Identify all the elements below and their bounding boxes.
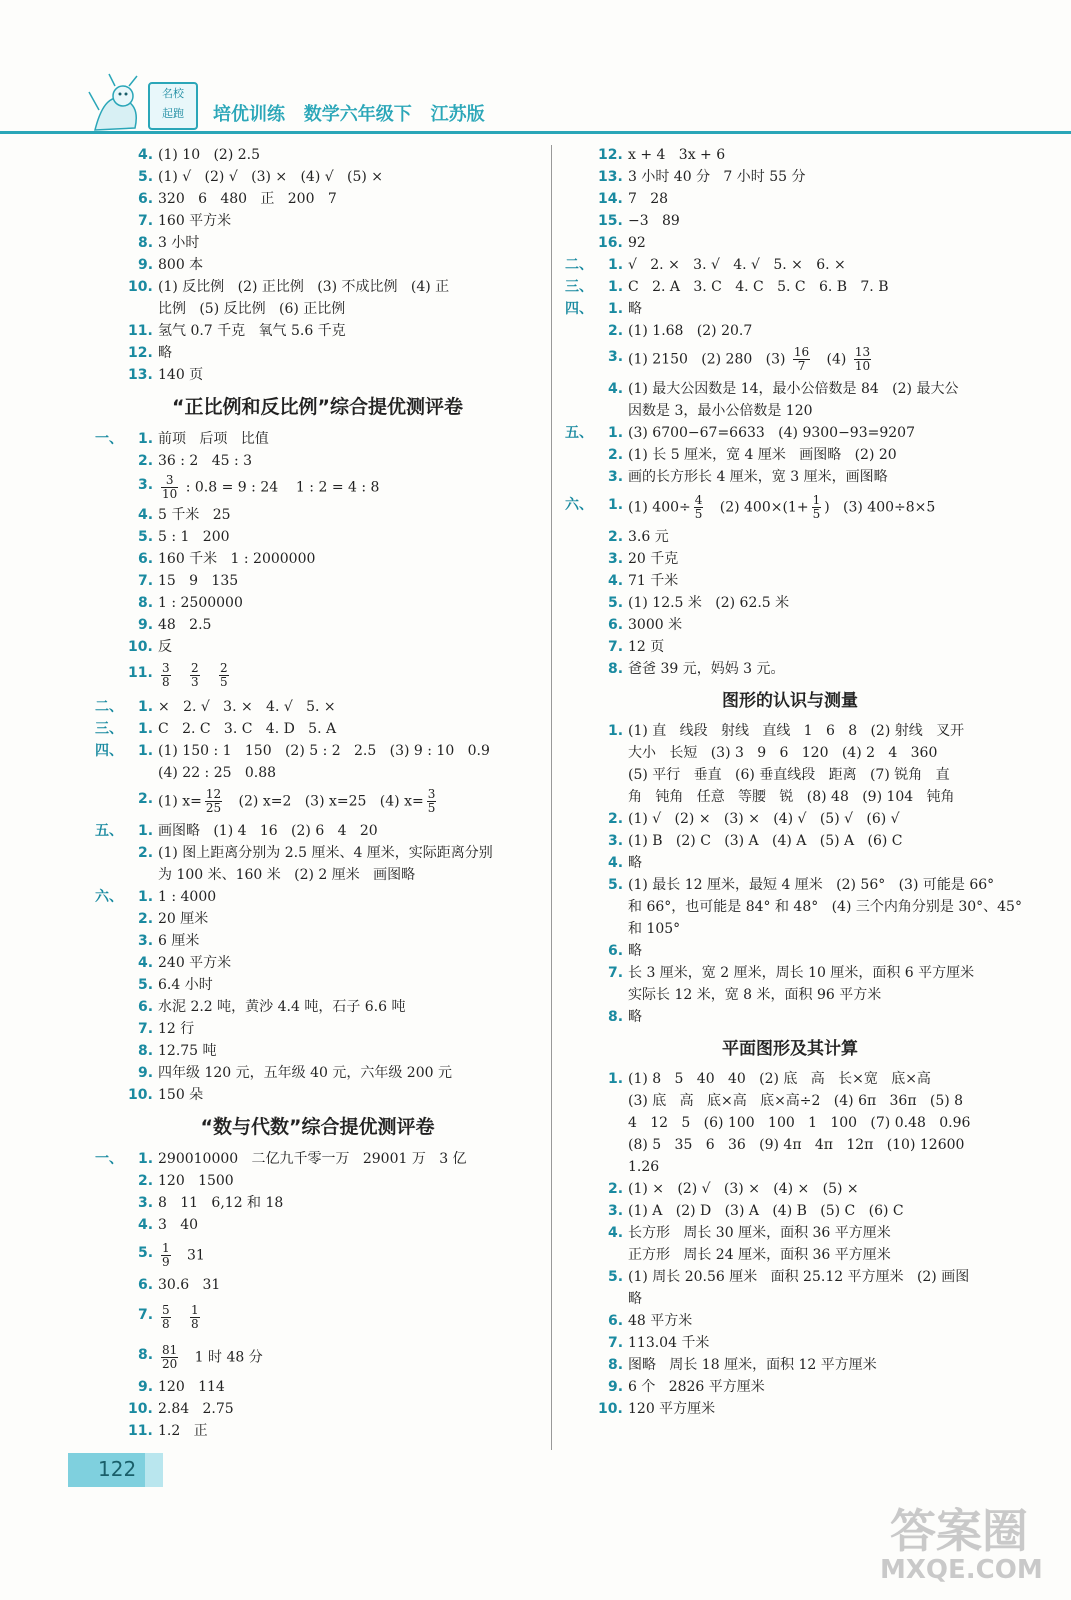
item-number: 1. (608, 723, 624, 739)
answer-text: (1) 2150 (2) 280 (3) $\frac{16}{7}$ (4) $\frac{13}{10}$ (628, 345, 871, 373)
answer-text: (3) 底 高 底×高 底×高÷2 (4) 6π 36π (5) 8 (628, 1093, 964, 1109)
answer-text: (3) 6700−67=6633 (4) 9300−93=9207 (628, 425, 915, 441)
fraction-numerator: 3 (427, 787, 436, 801)
answer-text: 15 9 135 (158, 573, 239, 589)
section-label: 一、 (95, 431, 123, 447)
item-number: 7. (138, 573, 154, 589)
section-label: 三、 (565, 279, 593, 295)
answer-text: 20 千克 (628, 551, 679, 567)
answer-text: 1 : 4000 (158, 889, 217, 905)
answer-text: 3.6 元 (628, 529, 669, 545)
fraction (219, 662, 229, 689)
answer-text: 略 (628, 1009, 642, 1025)
answer-text: (1) √ (2) × (3) × (4) √ (5) √ (6) √ (628, 811, 900, 827)
answer-text: (1) 周长 20.56 厘米 面积 25.12 平方厘米 (2) 画图 (628, 1269, 970, 1285)
item-number: 8. (138, 1347, 154, 1363)
item-number: 6. (138, 1277, 154, 1293)
answer-text: 20 厘米 (158, 911, 209, 927)
answer-text: (1) 8 5 40 40 (2) 底 高 长×宽 底×高 (628, 1071, 931, 1087)
answer-text: 2.84 2.75 (158, 1401, 234, 1417)
answer-text: 140 页 (158, 367, 204, 383)
answer-text: 略 (628, 301, 642, 317)
item-number: 6. (608, 1313, 624, 1329)
fraction-numerator: 4 (694, 493, 703, 507)
answer-text: $\frac{1}{9}$ 31 (162, 1241, 205, 1269)
item-number: 7. (608, 965, 624, 981)
fraction (161, 1304, 171, 1331)
fraction-numerator: 16 (793, 345, 810, 359)
item-number: 7. (138, 1021, 154, 1037)
fraction (190, 662, 200, 689)
fraction-numerator: 1 (162, 1241, 170, 1255)
watermark-url: MXQE.COM (880, 1555, 1043, 1585)
item-number: 16. (598, 235, 623, 251)
item-number: 12. (128, 345, 153, 361)
answer-text: 四年级 120 元，五年级 40 元，六年级 200 元 (158, 1065, 452, 1081)
item-number: 8. (608, 661, 624, 677)
answer-text: 120 114 (158, 1379, 225, 1395)
answer-text: 800 本 (158, 257, 204, 273)
header-rule (0, 131, 1071, 134)
section-label: 二、 (565, 257, 593, 273)
item-number: 2. (138, 911, 154, 927)
answer-text: 48 平方米 (628, 1313, 693, 1329)
fraction-denominator: 5 (812, 507, 821, 521)
item-number: 2. (138, 1173, 154, 1189)
item-number: 7. (608, 1335, 624, 1351)
section-title: “正比例和反比例”综合提优测评卷 (172, 396, 463, 418)
answer-text: (1) 最大公因数是 14，最小公倍数是 84 (2) 最大公 (628, 381, 959, 397)
item-number: 1. (608, 497, 624, 513)
section-label: 五、 (95, 823, 123, 839)
answer-text: −3 89 (628, 213, 680, 229)
answer-text (158, 1304, 203, 1331)
answer-text: 3000 米 (628, 617, 683, 633)
fraction-denominator: 20 (162, 1357, 178, 1371)
answer-text: 角 钝角 任意 等腰 锐 (8) 48 (9) 104 钝角 (628, 789, 955, 805)
fraction-numerator: 13 (854, 345, 871, 359)
item-number: 6. (138, 999, 154, 1015)
item-number: 4. (608, 573, 624, 589)
item-number: 2. (608, 323, 624, 339)
logo: 名校 起跑 (148, 82, 198, 130)
answer-text: 1.2 正 (158, 1423, 208, 1439)
answer-text: 92 (628, 235, 646, 251)
fraction (161, 474, 178, 501)
item-number: 3. (608, 469, 624, 485)
item-number: 5. (608, 1269, 624, 1285)
answer-text: 因数是 3，最小公倍数是 120 (628, 403, 813, 419)
answer-text: 5 千米 25 (158, 507, 231, 523)
item-number: 4. (138, 955, 154, 971)
answer-text: 36 : 2 45 : 3 (158, 453, 253, 469)
item-number: 10. (128, 1087, 153, 1103)
fraction-numerator: 2 (191, 661, 199, 675)
answer-text: 为 100 米、160 米 (2) 2 厘米 画图略 (158, 867, 416, 883)
answer-text: (1) B (2) C (3) A (4) A (5) A (6) C (628, 833, 903, 849)
answer-text: (1) 1.68 (2) 20.7 (628, 323, 753, 339)
answer-text: 比例 (5) 反比例 (6) 正比例 (158, 301, 346, 317)
fraction (190, 1304, 200, 1331)
fraction-numerator: 1 (191, 1303, 199, 1317)
fraction-denominator: 25 (205, 801, 222, 815)
item-number: 4. (138, 1217, 154, 1233)
column-divider (551, 145, 552, 1450)
answer-text: 1.26 (628, 1159, 660, 1175)
item-number: 10. (128, 639, 153, 655)
item-number: 6. (608, 943, 624, 959)
fraction (427, 788, 437, 815)
answer-text: 240 平方米 (158, 955, 232, 971)
item-number: 6. (138, 191, 154, 207)
fraction-numerator: 3 (161, 474, 178, 488)
fraction-denominator: 7 (797, 359, 806, 373)
answer-text: $\frac{81}{20}$ 1 时 48 分 (162, 1343, 263, 1371)
item-number: 10. (598, 1401, 623, 1417)
answer-text: 113.04 千米 (628, 1335, 710, 1351)
fraction (812, 494, 822, 521)
item-number: 1. (608, 425, 624, 441)
section-label: 二、 (95, 699, 123, 715)
fraction-numerator: 12 (205, 787, 222, 801)
answer-text: 大小 长短 (3) 3 9 6 120 (4) 2 4 360 (628, 745, 938, 761)
section-title: “数与代数”综合提优测评卷 (200, 1116, 435, 1138)
answer-text (158, 662, 232, 689)
answer-text: (5) 平行 垂直 (6) 垂直线段 距离 (7) 锐角 直 (628, 767, 950, 783)
answer-text: (1) × (2) √ (3) × (4) × (5) × (628, 1181, 859, 1197)
answer-text: 反 (158, 639, 172, 655)
section-label: 一、 (95, 1151, 123, 1167)
item-number: 8. (138, 595, 154, 611)
answer-text: 画的长方形长 4 厘米，宽 3 厘米，画图略 (628, 469, 888, 485)
item-number: 2. (608, 447, 624, 463)
watermark (870, 1495, 1060, 1595)
item-number: 1. (608, 257, 624, 273)
answer-text: × 2. √ 3. × 4. √ 5. × (158, 699, 336, 715)
answer-text: 略 (628, 1291, 642, 1307)
item-number: 4. (608, 1225, 624, 1241)
item-number: 3. (608, 1203, 624, 1219)
answer-text: 120 平方厘米 (628, 1401, 716, 1417)
answer-text: (1) 图上距离分别为 2.5 厘米、4 厘米，实际距离分别 (158, 845, 493, 861)
fraction-numerator: 81 (162, 1343, 178, 1357)
item-number: 11. (128, 665, 153, 681)
item-number: 2. (138, 791, 154, 807)
item-number: 3. (608, 349, 624, 365)
item-number: 1. (138, 431, 154, 447)
fraction-numerator: 5 (162, 1303, 170, 1317)
item-number: 9. (138, 1065, 154, 1081)
fraction (161, 1242, 171, 1269)
item-number: 9. (608, 1379, 624, 1395)
item-number: 9. (138, 617, 154, 633)
item-number: 5. (138, 977, 154, 993)
answer-text: 和 66°，也可能是 84° 和 48° (4) 三个内角分别是 30°、45° (628, 899, 1022, 915)
answer-text: 水泥 2.2 吨，黄沙 4.4 吨，石子 6.6 吨 (158, 999, 406, 1015)
answer-text: 8 11 6,12 和 18 (158, 1195, 284, 1211)
answer-text: 120 1500 (158, 1173, 234, 1189)
fraction (161, 662, 171, 689)
answer-text: 长方形 周长 30 厘米，面积 36 平方厘米 (628, 1225, 891, 1241)
fraction-denominator: 5 (427, 801, 436, 815)
answer-text: (1) 10 (2) 2.5 (158, 147, 260, 163)
answer-text: 画图略 (1) 4 16 (2) 6 4 20 (158, 823, 378, 839)
answer-text: 长 3 厘米，宽 2 厘米，周长 10 厘米，面积 6 平方厘米 (628, 965, 975, 981)
fraction-denominator: 5 (220, 675, 228, 689)
section-label: 五、 (565, 425, 593, 441)
header-title: 培优训练 数学六年级下 江苏版 (213, 104, 485, 125)
item-number: 11. (128, 1423, 153, 1439)
item-number: 9. (138, 1379, 154, 1395)
answer-text: 3 小时 (158, 235, 200, 251)
item-number: 11. (128, 323, 153, 339)
page-number: 122 (98, 1457, 137, 1481)
section-title: 平面图形及其计算 (722, 1039, 858, 1059)
fraction-numerator: 2 (220, 661, 228, 675)
answer-text: 30.6 31 (158, 1277, 221, 1293)
section-label: 四、 (565, 301, 593, 317)
answer-text: (1) x= $\frac{12}{25}$ (2) x=2 (3) x=25 (4) x= $\frac{3}{5}$ (158, 787, 436, 815)
answer-text: (8) 5 35 6 36 (9) 4π 4π 12π (10) 12600 (628, 1137, 965, 1153)
answer-text: 160 千米 1 : 2000000 (158, 551, 316, 567)
answer-text: C 2. C 3. C 4. D 5. A (158, 721, 337, 737)
item-number: 1. (138, 721, 154, 737)
answer-text: 6 个 2826 平方厘米 (628, 1379, 765, 1395)
fraction (205, 788, 222, 815)
answer-text: (1) 长 5 厘米，宽 4 厘米 画图略 (2) 20 (628, 447, 897, 463)
section-title: 图形的认识与测量 (722, 691, 858, 711)
item-number: 5. (138, 529, 154, 545)
answer-text: (1) 12.5 米 (2) 62.5 米 (628, 595, 790, 611)
item-number: 8. (608, 1009, 624, 1025)
answer-text: 实际长 12 米，宽 8 米，面积 96 平方米 (628, 987, 882, 1003)
item-number: 13. (128, 367, 153, 383)
watermark-logo: 答案圈 (890, 1504, 1028, 1558)
item-number: 8. (138, 1043, 154, 1059)
item-number: 14. (598, 191, 623, 207)
section-label: 三、 (95, 721, 123, 737)
fraction-denominator: 8 (162, 1317, 170, 1331)
answer-text: 48 2.5 (158, 617, 212, 633)
answer-text: 和 105° (628, 921, 681, 937)
answer-text: 12.75 吨 (158, 1043, 217, 1059)
item-number: 3. (138, 477, 154, 493)
answer-text: (1) 150 : 1 150 (2) 5 : 2 2.5 (3) 9 : 10 0.9 (158, 743, 490, 759)
item-number: 2. (608, 529, 624, 545)
answer-text: $\frac{3}{10}$ : 0.8 = 9 : 24 1 : 2 = 4 : 8 (162, 473, 380, 501)
item-number: 1. (608, 301, 624, 317)
answer-text: 12 页 (628, 639, 665, 655)
answer-text: 6 厘米 (158, 933, 200, 949)
answer-text: (1) 最长 12 厘米，最短 4 厘米 (2) 56° (3) 可能是 66° (628, 877, 995, 893)
item-number: 5. (138, 169, 154, 185)
item-number: 15. (598, 213, 623, 229)
item-number: 1. (138, 699, 154, 715)
answer-text: 1 : 2500000 (158, 595, 243, 611)
section-label: 六、 (95, 889, 123, 905)
answer-text: 6.4 小时 (158, 977, 213, 993)
answer-text: (1) 400÷ $\frac{4}{5}$ (2) 400×(1+ $\frac{1}{5}$ ) (3) 400÷8×5 (628, 493, 936, 521)
item-number: 5. (138, 1245, 154, 1261)
answer-text: 爸爸 39 元，妈妈 3 元。 (628, 661, 785, 677)
answer-text: 略 (628, 943, 642, 959)
answer-text: 320 6 480 正 200 7 (158, 191, 337, 207)
item-number: 6. (138, 551, 154, 567)
item-number: 6. (608, 617, 624, 633)
item-number: 1. (138, 743, 154, 759)
item-number: 2. (138, 845, 154, 861)
fraction-denominator: 9 (162, 1255, 170, 1269)
answer-text: (4) 22 : 25 0.88 (158, 765, 277, 781)
answer-text: 71 千米 (628, 573, 679, 589)
item-number: 4. (608, 855, 624, 871)
fraction-denominator: 3 (191, 675, 199, 689)
fraction (793, 346, 810, 373)
answer-text: C 2. A 3. C 4. C 5. C 6. B 7. B (628, 279, 889, 295)
answer-text: √ 2. × 3. √ 4. √ 5. × 6. × (628, 257, 846, 273)
answer-text: 3 小时 40 分 7 小时 55 分 (628, 169, 806, 185)
item-number: 2. (608, 1181, 624, 1197)
item-number: 4. (608, 381, 624, 397)
item-number: 1. (608, 1071, 624, 1087)
item-number: 3. (608, 833, 624, 849)
fraction (161, 1344, 178, 1371)
fraction-denominator: 8 (162, 675, 170, 689)
answer-text: 前项 后项 比值 (158, 431, 269, 447)
page-number-stripe (145, 1453, 163, 1487)
item-number: 10. (128, 279, 153, 295)
item-number: 1. (138, 889, 154, 905)
item-number: 9. (138, 257, 154, 273)
item-number: 5. (608, 595, 624, 611)
answer-text: 氢气 0.7 千克 氧气 5.6 千克 (158, 323, 346, 339)
answer-text: (1) 直 线段 射线 直线 1 6 8 (2) 射线 叉开 (628, 723, 965, 739)
answer-text: 150 朵 (158, 1087, 204, 1103)
item-number: 5. (608, 877, 624, 893)
answer-text: (1) A (2) D (3) A (4) B (5) C (6) C (628, 1203, 904, 1219)
item-number: 4. (138, 507, 154, 523)
answer-text: 7 28 (628, 191, 669, 207)
answer-text: 略 (158, 345, 172, 361)
item-number: 12. (598, 147, 623, 163)
fraction (694, 494, 704, 521)
answer-text: x + 4 3x + 6 (628, 147, 726, 163)
item-number: 3. (138, 933, 154, 949)
fraction-denominator: 5 (694, 507, 703, 521)
fraction-denominator: 8 (191, 1317, 199, 1331)
fraction-numerator: 3 (162, 661, 170, 675)
item-number: 1. (138, 1151, 154, 1167)
item-number: 7. (608, 639, 624, 655)
item-number: 1. (138, 823, 154, 839)
page-number-box (68, 1453, 163, 1487)
section-label: 六、 (565, 497, 593, 513)
fraction-denominator: 10 (162, 487, 178, 501)
answer-text: 3 40 (158, 1217, 199, 1233)
section-label: 四、 (95, 743, 123, 759)
item-number: 7. (138, 1307, 154, 1323)
item-number: 7. (138, 213, 154, 229)
fraction-numerator: 1 (812, 493, 821, 507)
item-number: 8. (138, 235, 154, 251)
answer-text: (1) √ (2) √ (3) × (4) √ (5) × (158, 169, 384, 185)
answer-text: 12 行 (158, 1021, 195, 1037)
item-number: 4. (138, 147, 154, 163)
item-number: 2. (608, 811, 624, 827)
fraction (854, 346, 871, 373)
item-number: 8. (608, 1357, 624, 1373)
item-number: 3. (608, 551, 624, 567)
item-number: 10. (128, 1401, 153, 1417)
answer-text: 4 12 5 (6) 100 100 1 100 (7) 0.48 0.96 (628, 1115, 971, 1131)
answer-text: (1) 反比例 (2) 正比例 (3) 不成比例 (4) 正 (158, 279, 450, 295)
answer-text: 5 : 1 200 (158, 529, 230, 545)
item-number: 13. (598, 169, 623, 185)
item-number: 3. (138, 1195, 154, 1211)
answer-text: 正方形 周长 24 厘米，面积 36 平方厘米 (628, 1247, 891, 1263)
answer-text: 略 (628, 855, 642, 871)
answer-text: 160 平方米 (158, 213, 232, 229)
answer-text: 图略 周长 18 厘米，面积 12 平方厘米 (628, 1357, 877, 1373)
item-number: 2. (138, 453, 154, 469)
item-number: 1. (608, 279, 624, 295)
fraction-denominator: 10 (854, 359, 871, 373)
answer-text: 290010000 二亿九千零一万 29001 万 3 亿 (158, 1151, 467, 1167)
